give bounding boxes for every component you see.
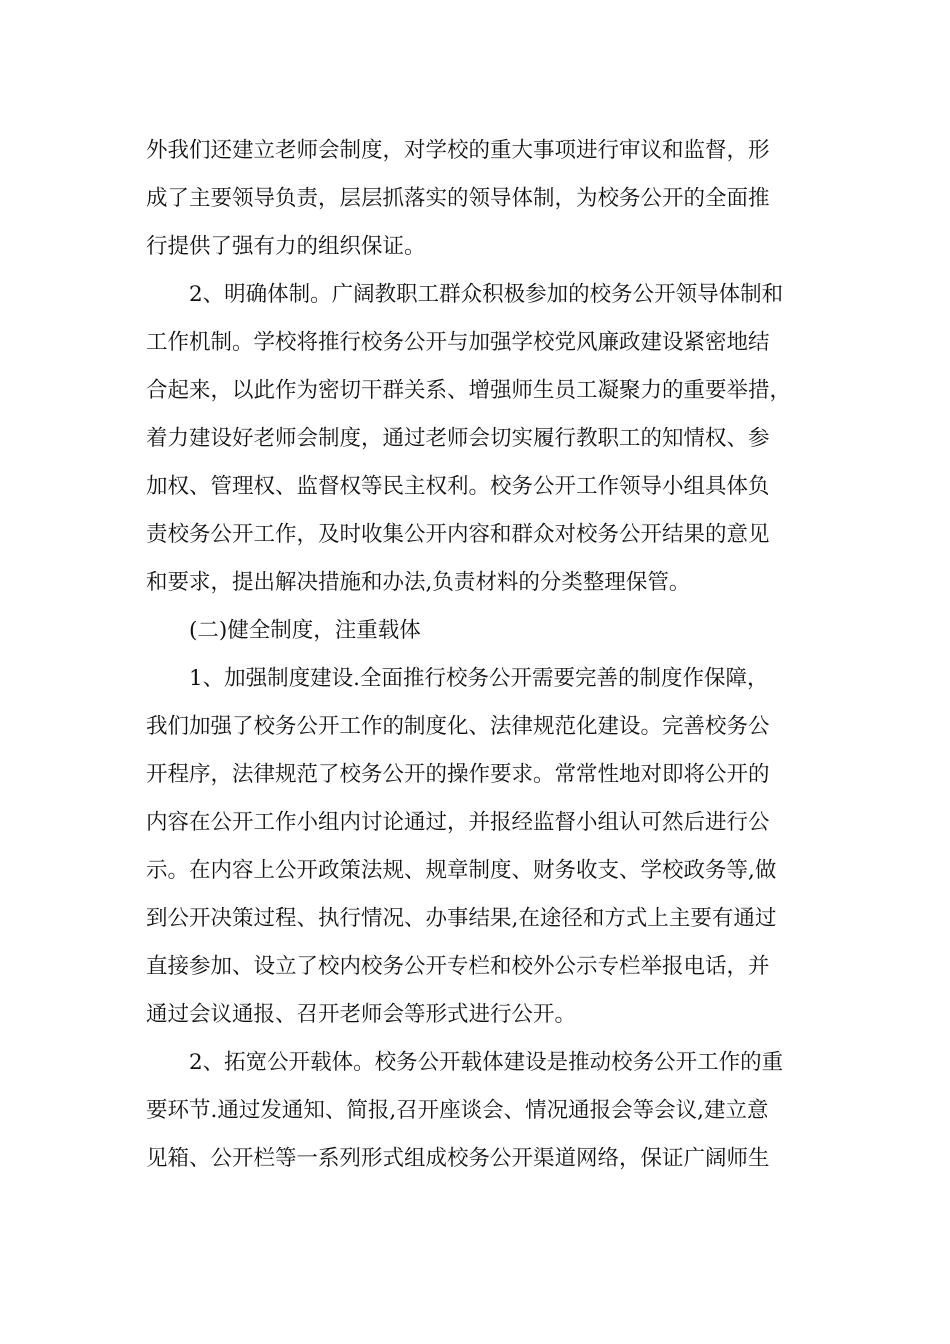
text-line: 内容在公开工作小组内讨论通过，并报经监督小组认可然后进行公 [146,810,770,835]
text-line: 成了主要领导负责，层层抓落实的领导体制，为校务公开的全面推 [146,186,770,211]
paragraph-start-line: 1、加强制度建设.全面推行校务公开需要完善的制度作保障， [189,666,769,691]
text-line: 工作机制。学校将推行校务公开与加强学校党风廉政建设紧密地结 [146,330,770,355]
text-line: 合起来，以此作为密切干群关系、增强师生员工凝聚力的重要举措， [146,378,792,403]
text-line: 直接参加、设立了校内校务公开专栏和校外公示专栏举报电话，并 [146,954,770,979]
text-line: 责校务公开工作，及时收集公开内容和群众对校务公开结果的意见 [146,522,770,547]
paragraph-start-line: 2、明确体制。广阔教职工群众积极参加的校务公开领导体制和 [189,282,784,307]
text-line: 着力建设好老师会制度，通过老师会切实履行教职工的知情权、参 [146,426,770,451]
section-heading: (二)健全制度，注重载体 [189,618,421,643]
text-line: 要环节.通过发通知、简报,召开座谈会、情况通报会等会议,建立意 [146,1098,769,1123]
paragraph-start-line: 2、拓宽公开载体。校务公开载体建设是推动校务公开工作的重 [189,1050,784,1075]
text-line: 通过会议通报、召开老师会等形式进行公开。 [146,1002,577,1027]
text-line: 见箱、公开栏等一系列形式组成校务公开渠道网络，保证广阔师生 [146,1146,770,1171]
text-line: 和要求，提出解决措施和办法,负责材料的分类整理保管。 [146,570,691,595]
text-line: 外我们还建立老师会制度，对学校的重大事项进行审议和监督，形 [146,138,770,163]
text-line: 到公开决策过程、执行情况、办事结果,在途径和方式上主要有通过 [146,906,777,931]
text-line: 开程序，法律规范了校务公开的操作要求。常常性地对即将公开的 [146,762,770,787]
text-line: 示。在内容上公开政策法规、规章制度、财务收支、学校政务等,做 [146,858,777,883]
text-line: 我们加强了校务公开工作的制度化、法律规范化建设。完善校务公 [146,714,770,739]
text-line: 加权、管理权、监督权等民主权利。校务公开工作领导小组具体负 [146,474,770,499]
text-line: 行提供了强有力的组织保证。 [146,234,426,259]
